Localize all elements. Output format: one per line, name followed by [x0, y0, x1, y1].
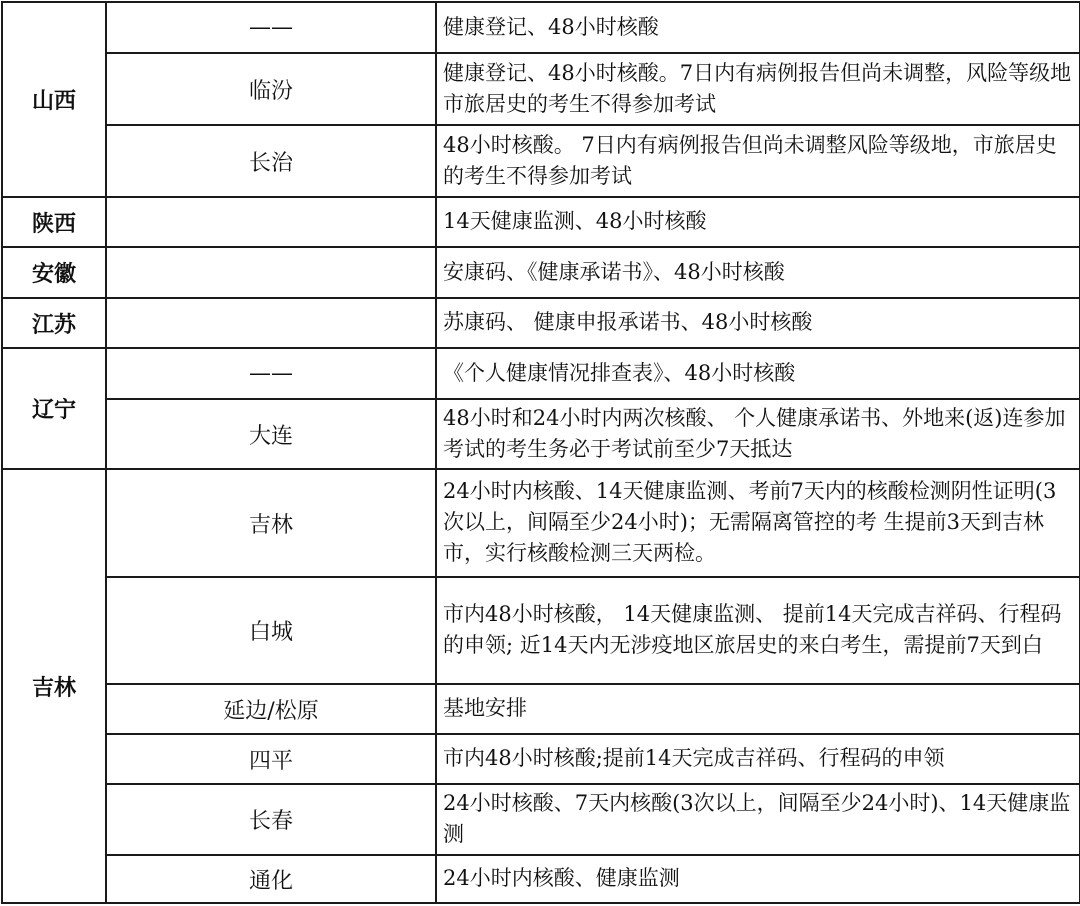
- city-cell: 通化: [106, 855, 436, 903]
- table-row: [2, 247, 1080, 298]
- city-cell: 临汾: [106, 53, 436, 125]
- requirement-cell: 市内48小时核酸;提前14天完成吉祥码、行程码的申领: [436, 734, 1080, 784]
- table-row: [2, 348, 1080, 399]
- city-cell: 延边/松原: [106, 684, 436, 734]
- table-row: [2, 2, 1080, 53]
- province-cell: 安徽: [2, 247, 106, 298]
- requirement-cell: 苏康码、 健康申报承诺书、48小时核酸: [436, 298, 1080, 348]
- city-cell: [106, 247, 436, 298]
- table-row: [2, 784, 1080, 855]
- city-cell: 大连: [106, 399, 436, 469]
- requirement-cell: 24小时核酸、7天内核酸(3次以上，间隔至少24小时)、14天健康监测: [436, 784, 1080, 855]
- requirement-cell: 24小时内核酸、健康监测: [436, 855, 1080, 903]
- requirement-cell: 48小时核酸。 7日内有病例报告但尚未调整风险等级地，市旅居史的考生不得参加考试: [436, 125, 1080, 197]
- requirement-cell: 24小时内核酸、14天健康监测、考前7天内的核酸检测阴性证明(3次以上，间隔至少24小时)；无需隔离管控的考 生提前3天到吉林市，实行核酸检测三天两检。: [436, 469, 1080, 577]
- city-cell: 长春: [106, 784, 436, 855]
- city-cell: 长治: [106, 125, 436, 197]
- table-row: [2, 684, 1080, 734]
- covid-exam-requirements-table: [1, 1, 1080, 904]
- province-cell: 辽宁: [2, 348, 106, 469]
- table-row: [2, 53, 1080, 125]
- requirement-cell: 基地安排: [436, 684, 1080, 734]
- city-cell: [106, 298, 436, 348]
- requirement-cell: 健康登记、48小时核酸。7日内有病例报告但尚未调整，风险等级地市旅居史的考生不得参加考试: [436, 53, 1080, 125]
- table-row: [2, 577, 1080, 684]
- requirement-cell: 安康码、《健康承诺书》、48小时核酸: [436, 247, 1080, 298]
- province-cell: 吉林: [2, 469, 106, 903]
- city-cell: ——: [106, 2, 436, 53]
- city-cell: 四平: [106, 734, 436, 784]
- requirement-cell: 14天健康监测、48小时核酸: [436, 197, 1080, 247]
- table-row: [2, 125, 1080, 197]
- province-cell: 江苏: [2, 298, 106, 348]
- city-cell: ——: [106, 348, 436, 399]
- table-row: [2, 399, 1080, 469]
- requirement-cell: 市内48小时核酸， 14天健康监测、 提前14天完成吉祥码、行程码的申领; 近14天内无涉疫地区旅居史的来白考生，需提前7天到白: [436, 577, 1080, 684]
- province-cell: 陕西: [2, 197, 106, 247]
- table-row: [2, 298, 1080, 348]
- table-row: [2, 734, 1080, 784]
- table-row: [2, 197, 1080, 247]
- province-cell: 山西: [2, 2, 106, 197]
- table-row: [2, 469, 1080, 577]
- city-cell: 白城: [106, 577, 436, 684]
- city-cell: [106, 197, 436, 247]
- requirement-cell: 《个人健康情况排查表》、48小时核酸: [436, 348, 1080, 399]
- table-row: [2, 855, 1080, 903]
- city-cell: 吉林: [106, 469, 436, 577]
- requirement-cell: 48小时和24小时内两次核酸、 个人健康承诺书、外地来(返)连参加考试的考生务必于考试前至少7天抵达: [436, 399, 1080, 469]
- requirement-cell: 健康登记、48小时核酸: [436, 2, 1080, 53]
